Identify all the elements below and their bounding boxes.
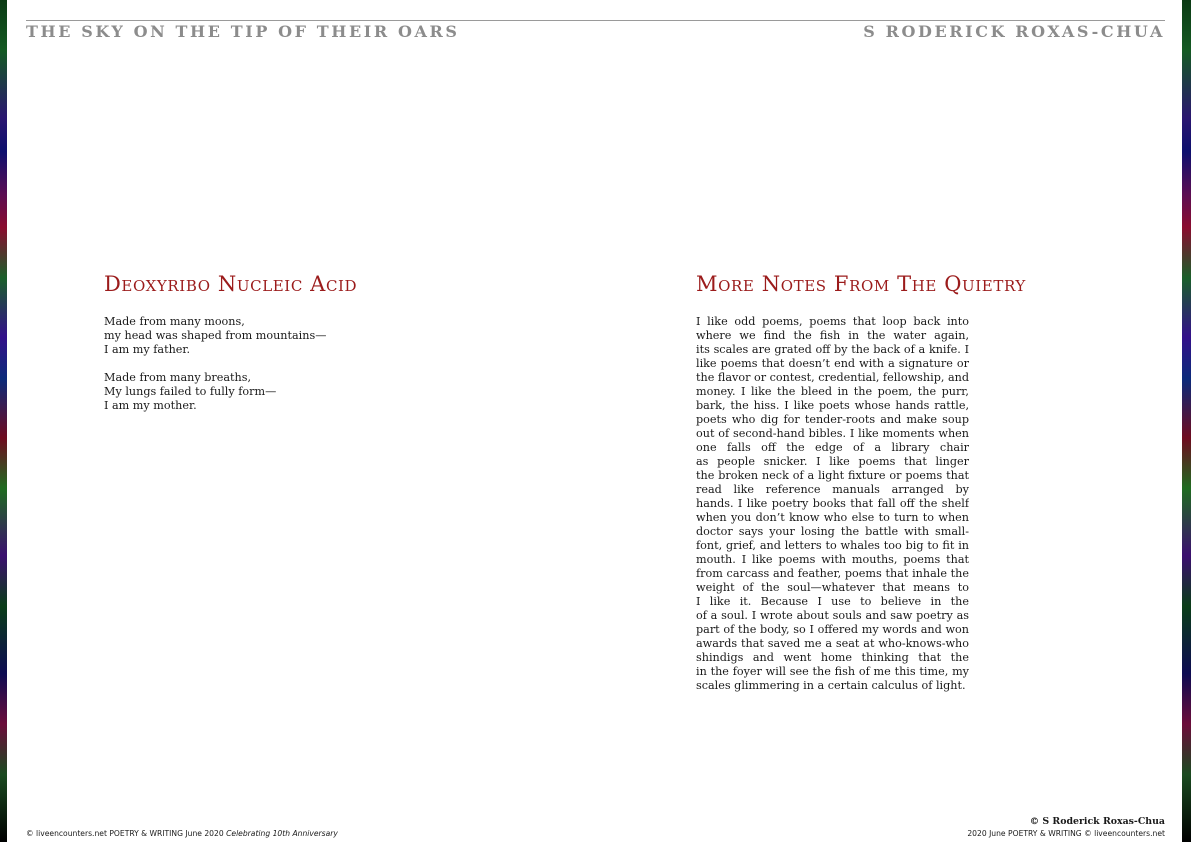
poem-line: I like odd poems, poems that loop back into — [696, 315, 969, 328]
footer-right-text: 2020 June POETRY & WRITING © liveencounters.net — [967, 829, 1165, 838]
poem-line: mouth. I like poems with mouths, poems that — [696, 553, 969, 566]
poem-line: weight of the soul—whatever that means to — [696, 581, 969, 594]
poem-stanza — [104, 371, 326, 413]
poem-line: part of the body, so I offered my words and won — [696, 623, 969, 636]
header-rule — [26, 20, 1165, 21]
poem-line: I am my father. — [104, 343, 191, 356]
poem-line: Made from many moons, — [104, 315, 245, 328]
poem-line: from carcass and feather, poems that inhale the — [696, 567, 969, 580]
poem-title-quietry: More Notes From The Quietry — [696, 272, 1026, 296]
poem-line: doctor says your losing the battle with small- — [696, 525, 969, 538]
poem-line: scales glimmering in a certain calculus of light. — [696, 679, 966, 692]
poem-body-quietry — [696, 315, 969, 693]
poem-line: in the foyer will see the fish of me this time, my — [696, 665, 969, 678]
poem-line: of a soul. I wrote about souls and saw poetry as — [696, 609, 969, 622]
poem-line: read like reference manuals arranged by — [696, 483, 969, 496]
poem-line: its scales are grated off by the back of a knife. I — [696, 343, 969, 356]
poem-line: shindigs and went home thinking that the — [696, 651, 969, 664]
poem-line: the broken neck of a light fixture or poems that — [696, 469, 969, 482]
poem-stanza — [104, 315, 326, 357]
poem-line: Made from many breaths, — [104, 371, 252, 384]
footer-left — [26, 829, 338, 838]
footer-left-text: © liveencounters.net POETRY & WRITING June 2020 — [26, 829, 224, 838]
poem-line: when you don’t know who else to turn to when — [696, 511, 969, 524]
poem-line: My lungs failed to fully form— — [104, 385, 277, 398]
poem-line: money. I like the bleed in the poem, the purr, — [696, 385, 969, 398]
poem-line: I am my mother. — [104, 399, 197, 412]
poem-body-dna — [104, 315, 326, 427]
poem-line: as people snicker. I like poems that linger — [696, 455, 969, 468]
footer-anniversary: Celebrating 10th Anniversary — [226, 829, 338, 838]
poem-line: like poems that doesn’t end with a signature or — [696, 357, 969, 370]
decorative-left-border — [0, 0, 7, 842]
poem-line: hands. I like poetry books that fall off the shelf — [696, 497, 969, 510]
poem-line: out of second-hand bibles. I like moments when — [696, 427, 969, 440]
decorative-right-border — [1182, 0, 1191, 842]
poem-line: the flavor or contest, credential, fellowship, and — [696, 371, 969, 384]
poem-line: where we find the fish in the water again, — [696, 329, 969, 342]
poem-line: my head was shaped from mountains— — [104, 329, 327, 342]
poem-line: font, grief, and letters to whales too big to fit in — [696, 539, 969, 552]
poem-line: awards that saved me a seat at who-knows-who — [696, 637, 969, 650]
running-header-title: THE SKY ON THE TIP OF THEIR OARS — [26, 22, 460, 41]
footer-copyright: © S Roderick Roxas-Chua — [1029, 816, 1165, 827]
poem-line: I like it. Because I use to believe in the — [696, 595, 969, 608]
poem-title-dna: Deoxyribo Nucleic Acid — [104, 272, 358, 296]
running-header-author: S RODERICK ROXAS-CHUA — [863, 22, 1165, 41]
poem-line: bark, the hiss. I like poets whose hands rattle, — [696, 399, 969, 412]
poem-line: one falls off the edge of a library chair — [696, 441, 969, 454]
poem-line: poets who dig for tender-roots and make soup — [696, 413, 969, 426]
